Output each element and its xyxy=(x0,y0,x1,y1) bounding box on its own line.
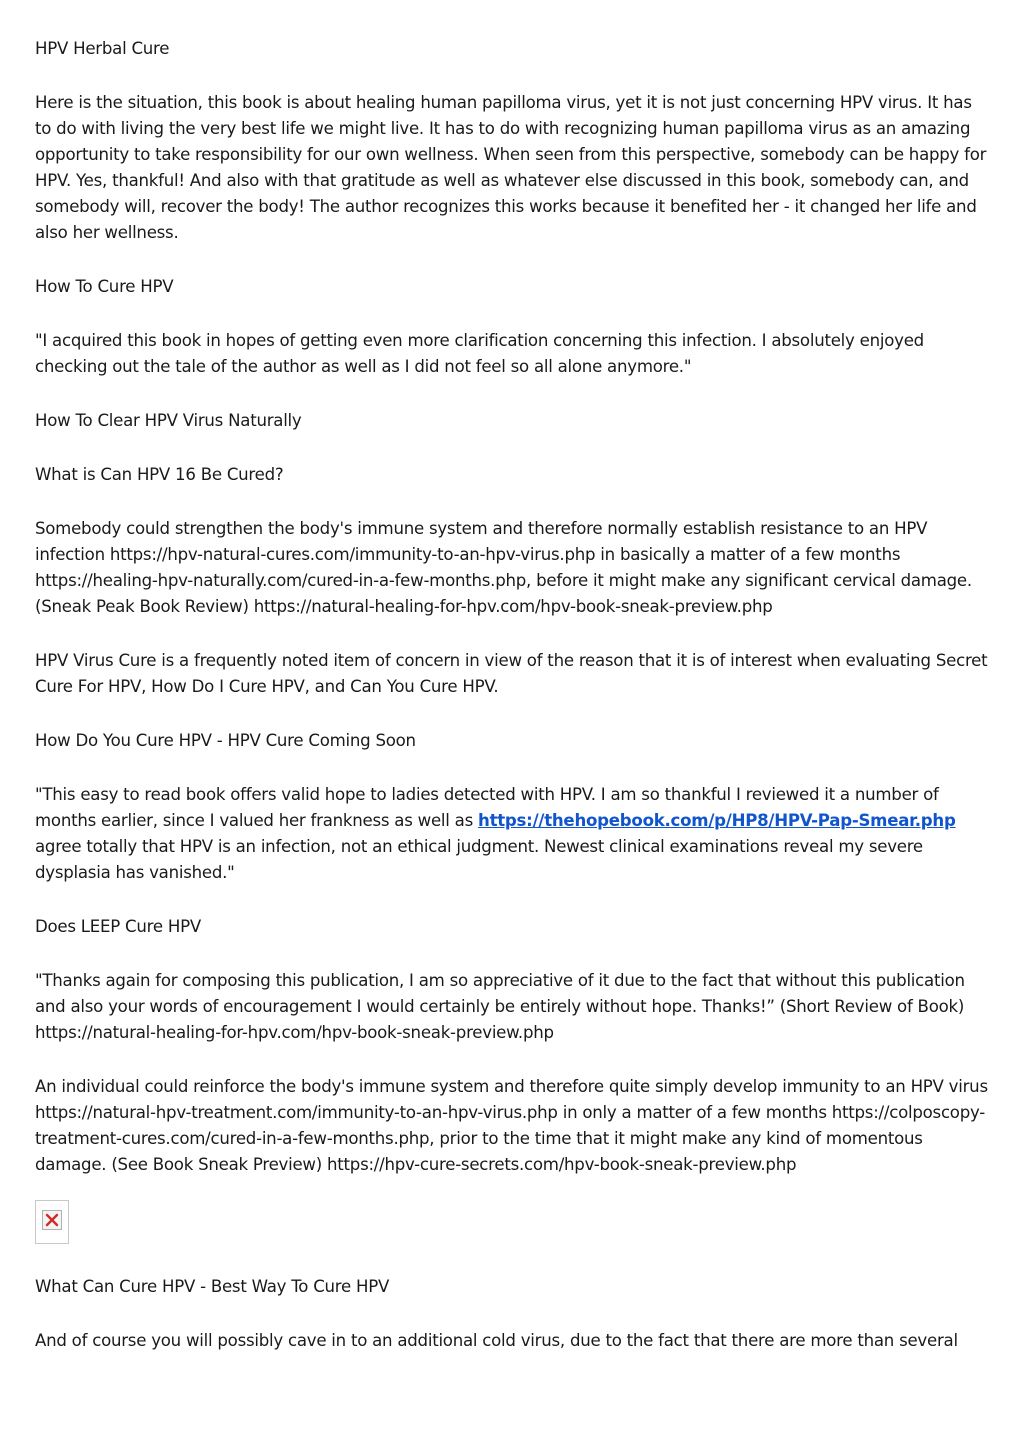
hopebook-link[interactable]: https://thehopebook.com/p/HP8/HPV-Pap-Smear.php xyxy=(478,811,956,830)
paragraph-text-after-link: agree totally that HPV is an infection, not an ethical judgment. Newest clinical examinations reveal my severe dysplasia has vanished." xyxy=(35,837,923,882)
section-heading: What Can Cure HPV - Best Way To Cure HPV xyxy=(35,1277,390,1296)
paragraph-text-before-link: "This easy to read book offers valid hope to ladies detected with HPV. I am so thankful I reviewed it a number of months earlier, since I valued her frankness as well as xyxy=(35,785,939,830)
paragraph-with-link xyxy=(35,782,990,886)
paragraph: "I acquired this book in hopes of getting even more clarification concerning this infection. I absolutely enjoyed checking out the tale of the author as well as I did not feel so all alone anymore." xyxy=(35,331,924,376)
paragraph: Somebody could strengthen the body's immune system and therefore normally establish resistance to an HPV infection https://hpv-natural-cures.com/immunity-to-an-hpv-virus.php in basically a matter of a few months https://healing-hpv-naturally.com/cured-in-a-few-months.php, before it might make any significant cervical damage. (Sneak Peak Book Review) https://natural-healing-for-hpv.com/hpv-book-sneak-preview.php xyxy=(35,519,972,616)
section-heading: How To Clear HPV Virus Naturally xyxy=(35,411,302,430)
paragraph: And of course you will possibly cave in to an additional cold virus, due to the fact that there are more than several xyxy=(35,1331,958,1350)
paragraph: "Thanks again for composing this publication, I am so appreciative of it due to the fact that without this publication and also your words of encouragement I would certainly be entirely without hope. Thanks!” (Short Review of Book) https://natural-healing-for-hpv.com/hpv-book-sneak-preview.php xyxy=(35,971,965,1042)
paragraph: HPV Virus Cure is a frequently noted item of concern in view of the reason that it is of interest when evaluating Secret Cure For HPV, How Do I Cure HPV, and Can You Cure HPV. xyxy=(35,651,988,696)
paragraph: An individual could reinforce the body's immune system and therefore quite simply develop immunity to an HPV virus https://natural-hpv-treatment.com/immunity-to-an-hpv-virus.php in only a matter of a few months https://colposcopy-treatment-cures.com/cured-in-a-few-months.php, prior to the time that it might make any kind of momentous damage. (See Book Sneak Preview) https://hpv-cure-secrets.com/hpv-book-sneak-preview.php xyxy=(35,1077,988,1174)
broken-image-placeholder xyxy=(35,1200,69,1244)
section-heading: Does LEEP Cure HPV xyxy=(35,917,201,936)
section-heading: What is Can HPV 16 Be Cured? xyxy=(35,465,284,484)
section-heading: How Do You Cure HPV - HPV Cure Coming Soon xyxy=(35,731,416,750)
broken-image-icon xyxy=(42,1210,62,1230)
section-heading: How To Cure HPV xyxy=(35,277,174,296)
paragraph: Here is the situation, this book is about healing human papilloma virus, yet it is not just concerning HPV virus. It has to do with living the very best life we might live. It has to do with recognizing human papilloma virus as an amazing opportunity to take responsibility for our own wellness. When seen from this perspective, somebody can be happy for HPV. Yes, thankful! And also with that gratitude as well as whatever else discussed in this book, somebody can, and somebody will, recover the body! The author recognizes this works because it benefited her - it changed her life and also her wellness. xyxy=(35,93,987,242)
document-body xyxy=(35,36,990,1382)
section-heading: HPV Herbal Cure xyxy=(35,39,170,58)
